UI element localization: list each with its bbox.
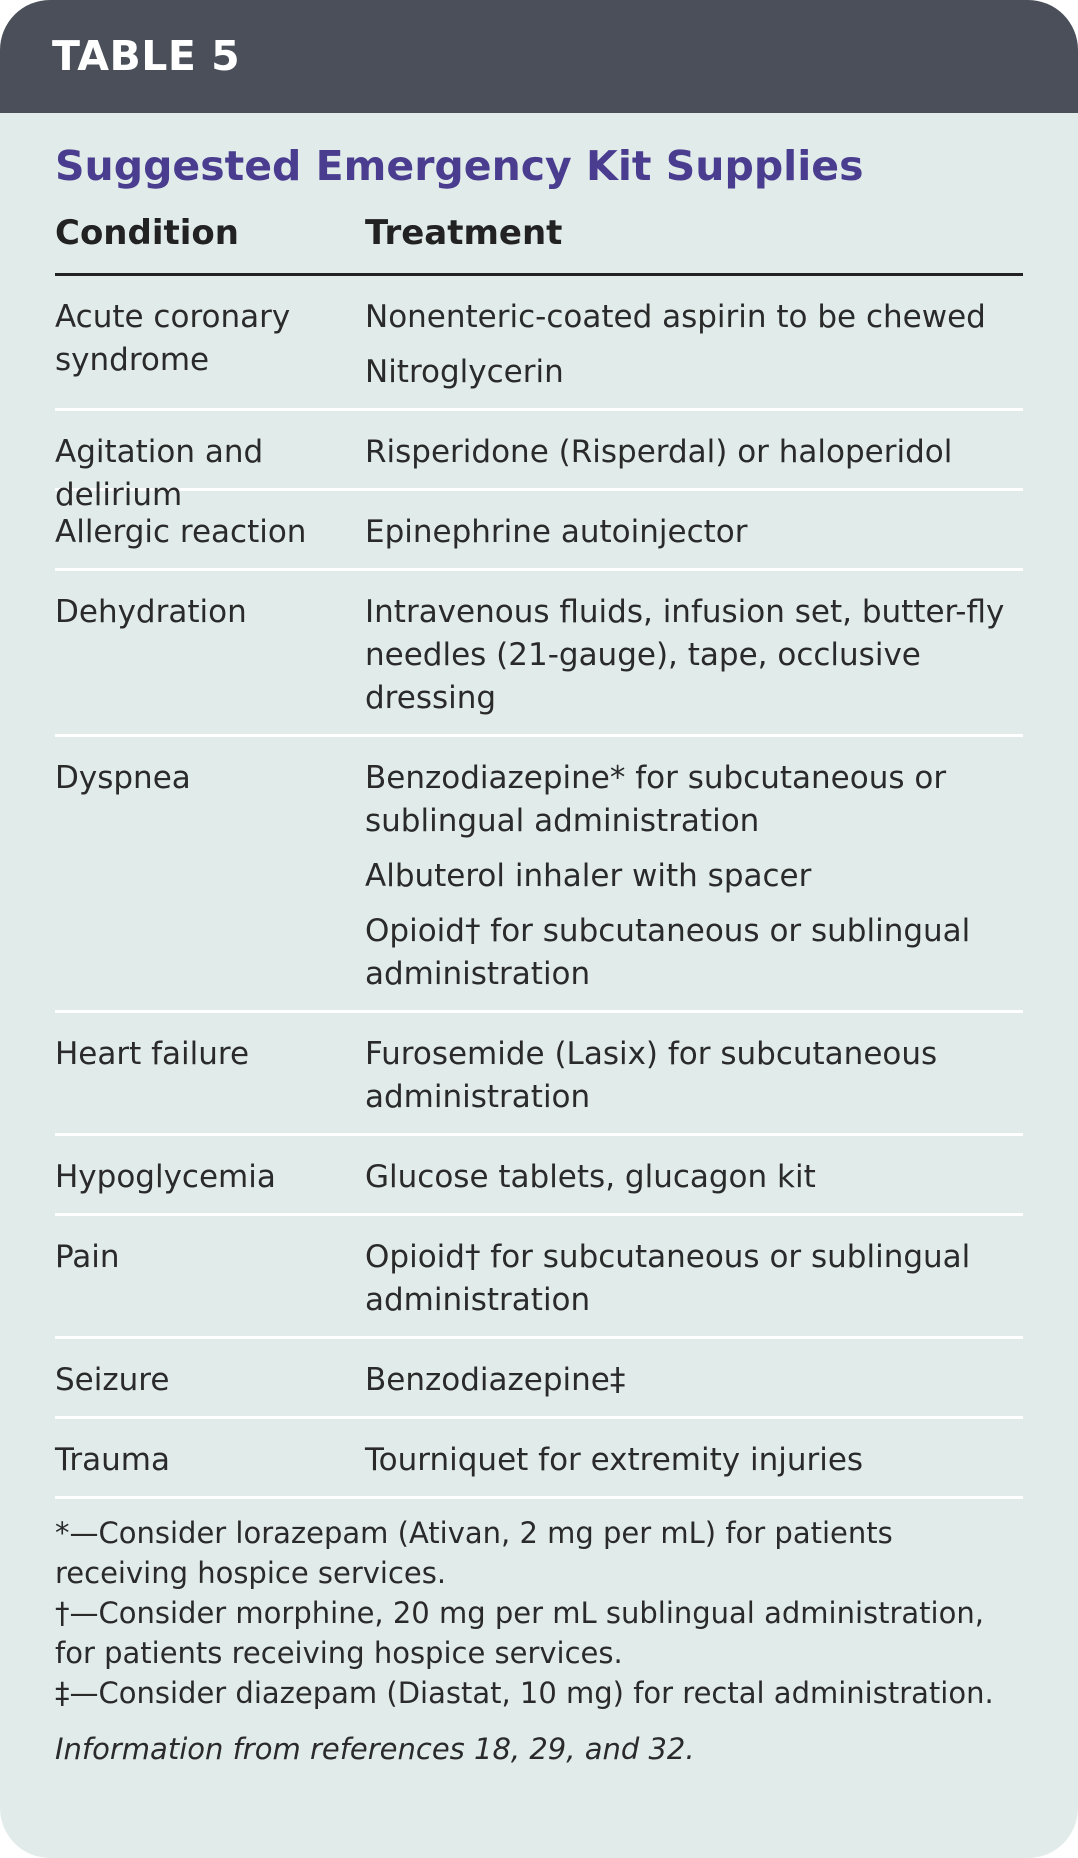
table-label: TABLE 5 [0, 0, 1078, 113]
condition-cell [55, 1439, 345, 1482]
treatment-item: Tourniquet for extremity injuries [365, 1442, 864, 1478]
column-header-condition: Condition [55, 213, 239, 253]
condition-cell [55, 1156, 345, 1199]
table-title: Suggested Emergency Kit Supplies [55, 142, 864, 190]
table-row [55, 1216, 1023, 1339]
table-body [55, 276, 1023, 1499]
table-row [55, 1013, 1023, 1136]
condition-text: Seizure [55, 1362, 170, 1398]
table-row [55, 1339, 1023, 1419]
condition-cell [55, 757, 345, 800]
footnote: *—Consider lorazepam (Ativan, 2 mg per mL) for patients receiving hospice services. [55, 1516, 893, 1590]
condition-text: Agitation and [55, 434, 264, 470]
condition-cell [55, 296, 345, 382]
treatment-item: Opioid† for subcutaneous or sublingual administration [365, 913, 971, 992]
treatment-item: Nonenteric-coated aspirin to be chewed [365, 299, 986, 335]
condition-text: Hypoglycemia [55, 1159, 276, 1195]
treatment-item: Furosemide (Lasix) for subcutaneous administration [365, 1036, 938, 1115]
footnote: †—Consider morphine, 20 mg per mL sublingual administration, for patients receiving hospice services. [55, 1596, 984, 1670]
condition-cell [55, 1033, 345, 1076]
treatment-cell [365, 757, 1025, 996]
table-row [55, 737, 1023, 1013]
treatment-item: Epinephrine autoinjector [365, 514, 748, 550]
treatment-item: Intravenous fluids, infusion set, butter-fly needles (21-gauge), tape, occlusive dressing [365, 594, 1005, 716]
treatment-cell [365, 296, 1025, 394]
treatment-item: Opioid† for subcutaneous or sublingual administration [365, 1239, 971, 1318]
treatment-cell [365, 1156, 1025, 1199]
treatment-cell [365, 1359, 1025, 1402]
condition-text: Dyspnea [55, 760, 191, 796]
treatment-cell [365, 1033, 1025, 1119]
treatment-item: Risperidone (Risperdal) or haloperidol [365, 434, 953, 470]
footnotes [55, 1513, 1023, 1713]
treatment-cell [365, 1236, 1025, 1322]
treatment-item: Glucose tablets, glucagon kit [365, 1159, 816, 1195]
source-note: Information from references 18, 29, and 32. [55, 1732, 695, 1766]
condition-cell [55, 1359, 345, 1402]
table-row [55, 276, 1023, 411]
footnote: ‡—Consider diazepam (Diastat, 10 mg) for rectal administration. [55, 1676, 994, 1710]
condition-cell [55, 591, 345, 634]
treatment-cell [365, 431, 1025, 474]
column-headers [55, 213, 1023, 261]
table-row [55, 411, 1023, 513]
treatment-item: Benzodiazepine‡ [365, 1362, 626, 1398]
treatment-item: Nitroglycerin [365, 354, 564, 390]
table-row [55, 571, 1023, 737]
condition-text: Acute coronary [55, 299, 291, 335]
condition-text: syndrome [55, 342, 210, 378]
condition-text: Dehydration [55, 594, 247, 630]
treatment-cell [365, 511, 1025, 554]
table-row [55, 491, 1023, 571]
table-row [55, 1419, 1023, 1499]
table-row [55, 1136, 1023, 1216]
condition-text: delirium [55, 477, 183, 513]
condition-text: Allergic reaction [55, 514, 307, 550]
condition-cell [55, 511, 345, 554]
treatment-cell [365, 591, 1025, 720]
column-header-treatment: Treatment [365, 213, 563, 253]
treatment-item: Albuterol inhaler with spacer [365, 858, 812, 894]
treatment-item: Benzodiazepine* for subcutaneous or sublingual administration [365, 760, 947, 839]
condition-text: Trauma [55, 1442, 170, 1478]
condition-cell [55, 1236, 345, 1279]
condition-text: Pain [55, 1239, 120, 1275]
condition-text: Heart failure [55, 1036, 250, 1072]
treatment-cell [365, 1439, 1025, 1482]
